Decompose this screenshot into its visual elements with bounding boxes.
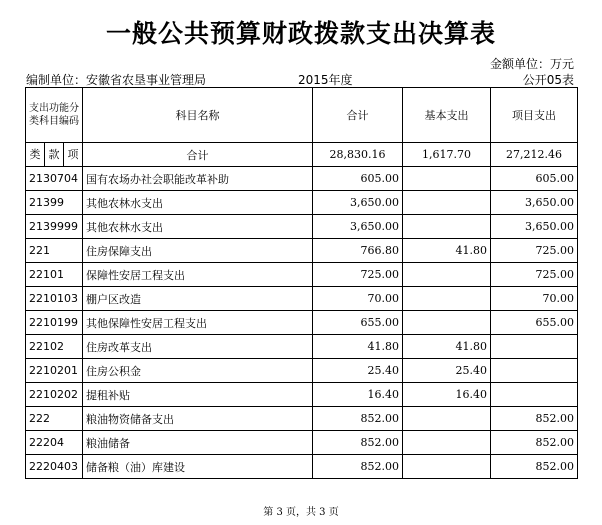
- table-row: [26, 311, 578, 335]
- name-cell: 国有农场办社会职能改革补助: [83, 167, 313, 191]
- total-cell: 852.00: [313, 431, 403, 455]
- basic-cell: [403, 263, 491, 287]
- total-cell: 16.40: [313, 383, 403, 407]
- table-row: [26, 287, 578, 311]
- total-cell: 852.00: [313, 407, 403, 431]
- project-cell: 70.00: [491, 287, 578, 311]
- table-row: [26, 383, 578, 407]
- page-title: 一般公共预算财政拨款支出决算表: [105, 19, 496, 48]
- total-cell: 3,650.00: [313, 191, 403, 215]
- code-cell: 2210201: [26, 359, 83, 383]
- table-row: [26, 191, 578, 215]
- project-cell: 852.00: [491, 455, 578, 479]
- basic-cell: [403, 215, 491, 239]
- header-basic: 基本支出: [403, 88, 491, 143]
- project-cell: [491, 359, 578, 383]
- code-cell: 2139999: [26, 215, 83, 239]
- total-cell: 766.80: [313, 239, 403, 263]
- sub-header-xiang: 项: [67, 148, 79, 161]
- basic-cell: [403, 191, 491, 215]
- total-cell: 655.00: [313, 311, 403, 335]
- project-cell: 655.00: [491, 311, 578, 335]
- name-cell: 其他农林水支出: [83, 191, 313, 215]
- total-project: 27,212.46: [491, 143, 578, 167]
- table-row: [26, 431, 578, 455]
- form-code: 公开05表: [522, 73, 574, 87]
- code-cell: 21399: [26, 191, 83, 215]
- name-cell: 粮油储备: [83, 431, 313, 455]
- expenditure-table: [25, 87, 578, 479]
- total-amount: 28,830.16: [313, 143, 403, 167]
- name-cell: 其他农林水支出: [83, 215, 313, 239]
- total-cell: 605.00: [313, 167, 403, 191]
- name-cell: 住房保障支出: [83, 239, 313, 263]
- name-cell: 储备粮（油）库建设: [83, 455, 313, 479]
- total-cell: 725.00: [313, 263, 403, 287]
- table-row: [26, 335, 578, 359]
- fiscal-year: 2015年度: [298, 73, 353, 87]
- total-basic: 1,617.70: [403, 143, 491, 167]
- basic-cell: 16.40: [403, 383, 491, 407]
- basic-cell: [403, 431, 491, 455]
- amount-unit: 金额单位：万元: [489, 57, 574, 71]
- code-cell: 2130704: [26, 167, 83, 191]
- organization: 编制单位：安徽省农垦事业管理局: [26, 73, 207, 87]
- total-label: 合计: [83, 143, 313, 167]
- code-cell: 221: [26, 239, 83, 263]
- code-cell: 2210202: [26, 383, 83, 407]
- code-cell: 22204: [26, 431, 83, 455]
- table-row: [26, 215, 578, 239]
- table-row: [26, 167, 578, 191]
- name-cell: 棚户区改造: [83, 287, 313, 311]
- project-cell: 605.00: [491, 167, 578, 191]
- name-cell: 提租补贴: [83, 383, 313, 407]
- project-cell: 3,650.00: [491, 215, 578, 239]
- name-cell: 住房改革支出: [83, 335, 313, 359]
- total-cell: 41.80: [313, 335, 403, 359]
- total-cell: 852.00: [313, 455, 403, 479]
- basic-cell: [403, 311, 491, 335]
- name-cell: 保障性安居工程支出: [83, 263, 313, 287]
- basic-cell: [403, 407, 491, 431]
- table-row: [26, 407, 578, 431]
- basic-cell: 41.80: [403, 239, 491, 263]
- project-cell: [491, 383, 578, 407]
- header-total: 合计: [313, 88, 403, 143]
- table-row: [26, 263, 578, 287]
- sub-header-kuan: 款: [45, 143, 64, 166]
- basic-cell: 41.80: [403, 335, 491, 359]
- sub-header-lei: 类: [26, 143, 45, 166]
- page-footer: 第 3 页，共 3 页: [263, 507, 339, 518]
- basic-cell: 25.40: [403, 359, 491, 383]
- header-project: 项目支出: [491, 88, 578, 143]
- project-cell: 3,650.00: [491, 191, 578, 215]
- name-cell: 粮油物资储备支出: [83, 407, 313, 431]
- header-name: 科目名称: [83, 88, 313, 143]
- table-row: [26, 455, 578, 479]
- code-cell: 2220403: [26, 455, 83, 479]
- table-row: [26, 239, 578, 263]
- code-cell: 2210199: [26, 311, 83, 335]
- basic-cell: [403, 455, 491, 479]
- total-cell: 70.00: [313, 287, 403, 311]
- code-cell: 22101: [26, 263, 83, 287]
- project-cell: [491, 335, 578, 359]
- total-row: [26, 143, 578, 167]
- total-cell: 25.40: [313, 359, 403, 383]
- basic-cell: [403, 287, 491, 311]
- code-cell: 2210103: [26, 287, 83, 311]
- project-cell: 725.00: [491, 239, 578, 263]
- code-cell: 22102: [26, 335, 83, 359]
- project-cell: 852.00: [491, 407, 578, 431]
- name-cell: 其他保障性安居工程支出: [83, 311, 313, 335]
- name-cell: 住房公积金: [83, 359, 313, 383]
- table-row: [26, 359, 578, 383]
- project-cell: 725.00: [491, 263, 578, 287]
- total-cell: 3,650.00: [313, 215, 403, 239]
- basic-cell: [403, 167, 491, 191]
- code-cell: 222: [26, 407, 83, 431]
- project-cell: 852.00: [491, 431, 578, 455]
- header-category: 支出功能分类科目编码: [26, 88, 83, 143]
